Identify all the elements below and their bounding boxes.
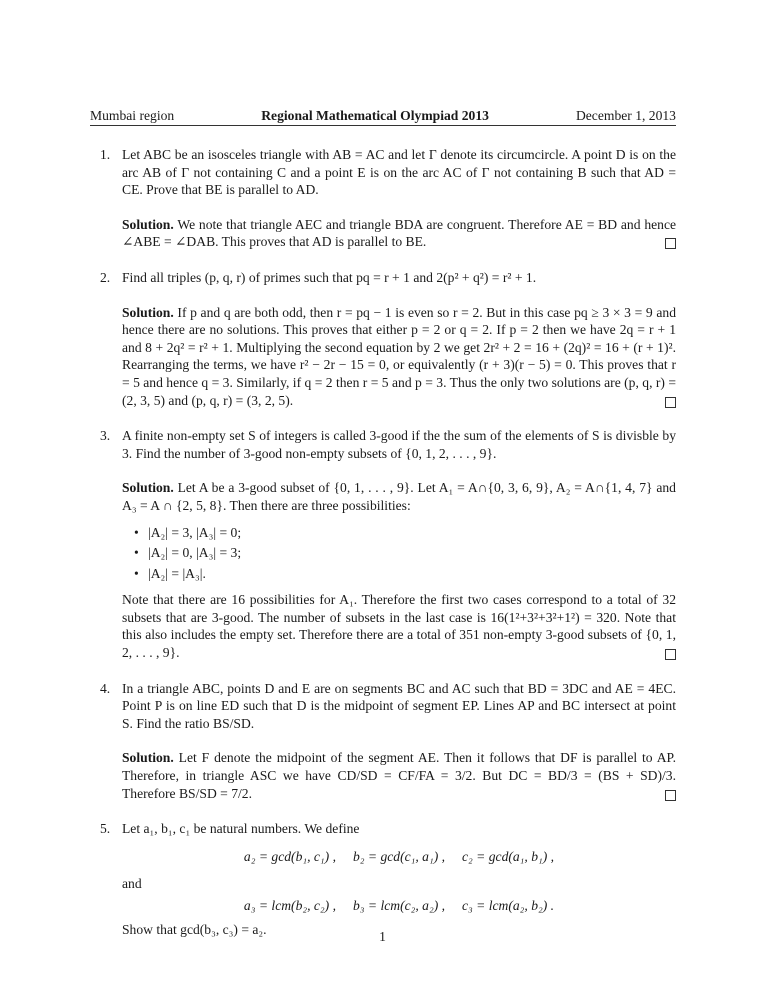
problem-statement: A finite non-empty set S of integers is called 3-good if the the sum of the elements of S is divisble by 3. Find the number of 3-good non-empty subsets of {0, 1, 2, . . . , 9}.	[122, 428, 676, 461]
problem-statement: In a triangle ABC, points D and E are on segments BC and AC such that BD = 3DC and AE = 4EC. Point P is on line ED such that D is the midpoint of segment EP. Lines AP and BC intersect at point S. Find the ratio BS/SD.	[122, 680, 676, 731]
problem-5	[100, 820, 676, 938]
problem-list	[100, 146, 676, 938]
solution	[122, 749, 676, 802]
page-number: 1	[379, 929, 386, 944]
case-item: • |A₂| = |A₃|.	[134, 565, 676, 583]
problem-statement: Let a₁, b₁, c₁ be natural numbers. We define	[122, 821, 360, 837]
solution	[122, 216, 676, 251]
header-rule	[90, 125, 676, 126]
solution-label: Solution.	[122, 304, 174, 320]
display-equation-gcd: a₂ = gcd(b₁, c₁) , b₂ = gcd(c₁, a₁) , c₂ = gcd(a₁, b₁) ,	[243, 848, 555, 864]
connector-text: and	[122, 876, 142, 892]
case-item: • |A₂| = 3, |A₃| = 0;	[134, 524, 676, 542]
solution	[122, 479, 676, 514]
header-title: Regional Mathematical Olympiad 2013	[261, 108, 489, 123]
case-list	[122, 524, 676, 583]
solution-label: Solution.	[122, 480, 174, 496]
problem-statement: Find all triples (p, q, r) of primes such that pq = r + 1 and 2(p² + q²) = r² + 1.	[122, 269, 537, 285]
qed-square-icon	[665, 790, 676, 801]
display-equation-lcm: a₃ = lcm(b₂, c₂) , b₃ = lcm(c₂, a₂) , c₃ = lcm(a₂, b₂) .	[243, 898, 555, 913]
solution-label: Solution.	[122, 216, 174, 232]
qed-square-icon	[665, 649, 676, 660]
solution-text: Note that there are 16 possibilities for A₁. Therefore the first two cases correspond to a total of 32 subsets that are 3-good. The number of subsets in the last case is 16(1²+3²+3²+1²) = 320. Note that this also includes the empty set. Therefore there are a total of 351 non-empty 3-good subsets of {0, 1, 2, . . . , 9}.	[122, 592, 676, 661]
problem-2	[100, 269, 676, 409]
solution-text: We note that triangle AEC and triangle BDA are congruent. Therefore AE = BD and hence ∠ABE = ∠DAB. This proves that AD is parallel to BE.	[122, 216, 677, 250]
problem-closing: Show that gcd(b₃, c₃) = a₂.	[122, 921, 267, 937]
problem-number: 1.	[100, 147, 111, 162]
qed-square-icon	[665, 397, 676, 408]
problem-number: 5.	[100, 821, 111, 837]
problem-1	[100, 146, 676, 251]
case-item: • |A₂| = 0, |A₃| = 3;	[134, 544, 676, 562]
problem-number: 2.	[100, 269, 111, 285]
solution-text: Let F denote the midpoint of the segment AE. Then it follows that DF is parallel to AP. Therefore, in triangle ASC we have CD/SD = CF/FA = 3/2. But DC = BD/3 = (BS + SD)/3. Therefore BS/SD = 7/2.	[122, 750, 676, 801]
solution-label: Solution.	[122, 750, 174, 766]
qed-square-icon	[665, 238, 676, 249]
header-region: Mumbai region	[90, 108, 175, 123]
page-header	[90, 104, 676, 124]
problem-number: 3.	[100, 428, 111, 444]
solution-intro: Let A be a 3-good subset of {0, 1, . . . , 9}. Let A₁ = A∩{0, 3, 6, 9}, A₂ = A∩{1, 4, 7} and A₃ = A ∩ {2, 5, 8}. Then there are three possibilities:	[122, 480, 676, 513]
problem-statement: Let ABC be an isosceles triangle with AB = AC and let Γ denote its circumcircle. A point D is on the arc AB of Γ not containing C and a point E is on the arc AC of Γ not containing B such that AD = CE. Prove that BE is parallel to AD.	[122, 147, 676, 198]
solution-continued	[122, 591, 676, 661]
problem-3	[100, 427, 676, 662]
problem-4	[100, 680, 676, 803]
problem-number: 4.	[100, 680, 111, 696]
solution-text: If p and q are both odd, then r = pq − 1 is even so r = 2. But in this case pq ≥ 3 × 3 = 9 and hence there are no solutions. This proves that either p = 2 or q = 2. If p = 2 then we have 2q = r + 1 and 8 + 2q² = r² + 1. Multiplying the second equation by 2 we get 2r² + 2 = 16 + (2q)² = 16 + (r + 1)². Rearranging the terms, we have r² − 2r − 15 = 0, or equivalently (r + 3)(r − 5) = 0. This proves that r = 5 and hence q = 3. Similarly, if q = 2 then r = 5 and p = 3. Thus the only two solutions are (p, q, r) = (2, 3, 5) and (p, q, r) = (3, 2, 5).	[122, 304, 676, 408]
header-date: December 1, 2013	[575, 108, 676, 123]
solution	[122, 304, 676, 410]
